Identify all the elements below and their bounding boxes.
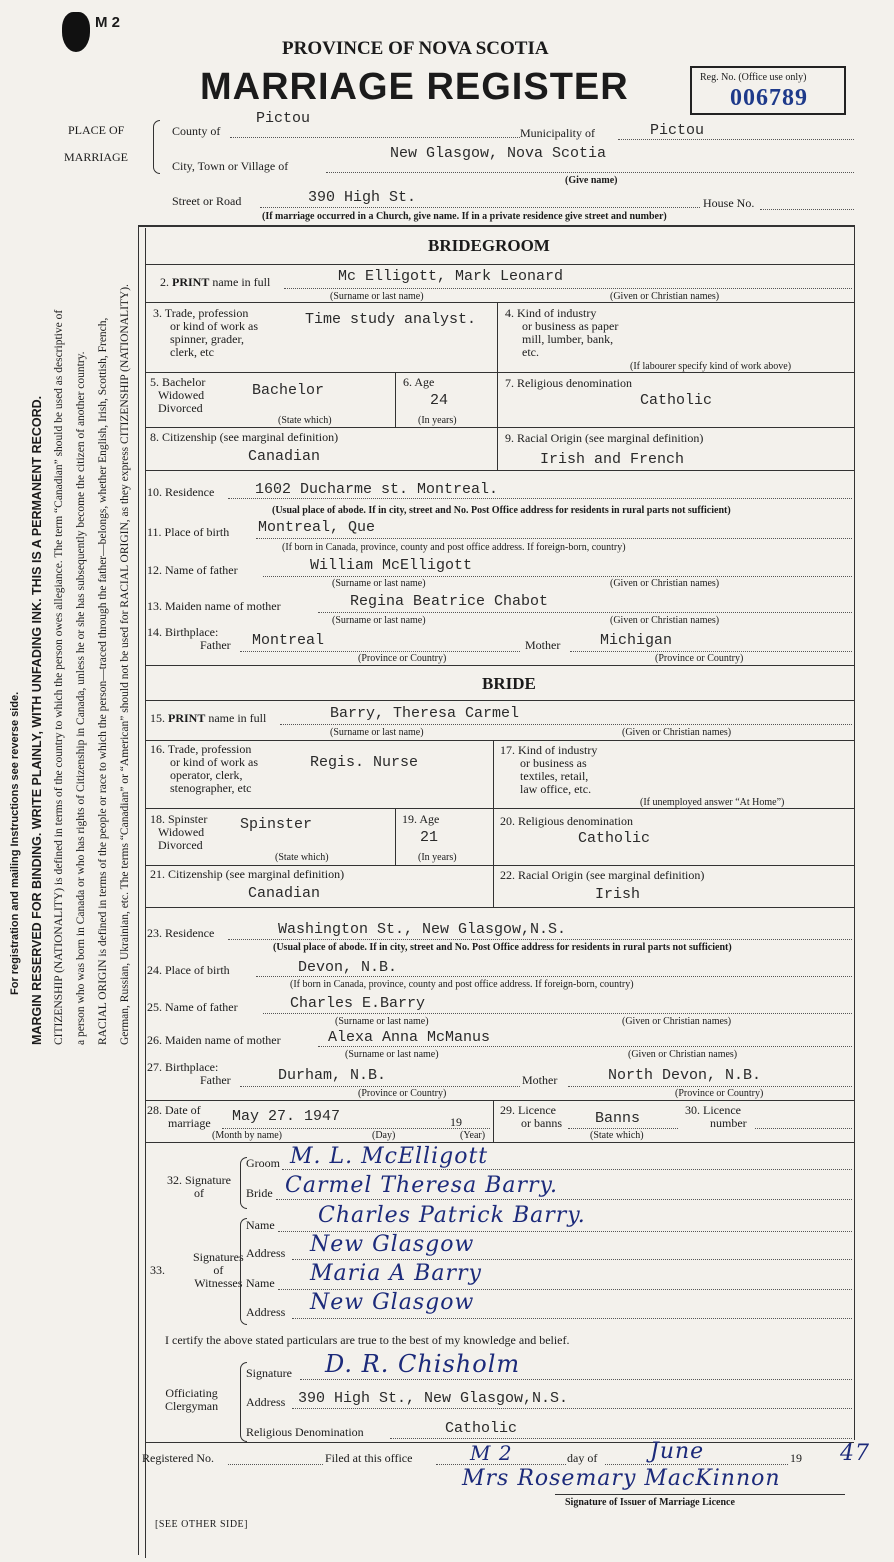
witnesses-number: 33. (150, 1263, 165, 1277)
note: (Day) (372, 1130, 396, 1141)
note: (Given or Christian names) (622, 727, 732, 738)
note: (Surname or last name) (345, 1049, 439, 1060)
bride-citizenship-value: Canadian (248, 885, 321, 902)
bride-age-value: 21 (420, 829, 439, 846)
groom-birthplace-parents-label: 14. Birthplace: (147, 625, 219, 639)
filed-day: M 2 (470, 1441, 513, 1465)
witness-1-address: New Glasgow (310, 1232, 475, 1257)
groom-mother-birthplace-label: Mother (525, 638, 561, 652)
bride-father-label: 25. Name of father (147, 1000, 238, 1014)
city-note: (Give name) (565, 175, 618, 186)
county-value: Pictou (256, 110, 311, 127)
county-label: County of (172, 124, 221, 138)
date-of-marriage-label: 28. Date of marriage (147, 1103, 211, 1130)
groom-father-birthplace-label: Father (200, 638, 231, 652)
clergy-denomination-label: Religious Denomination (246, 1425, 364, 1439)
place-label-2: MARRIAGE (64, 150, 129, 164)
bride-trade-label: 16. Trade, profession or kind of work as operator, clerk, stenographer, etc (150, 742, 258, 795)
note: (In years) (418, 852, 457, 863)
note: (In years) (418, 415, 457, 426)
bride-name-value: Barry, Theresa Carmel (330, 705, 520, 722)
issuer-signature: Mrs Rosemary MacKinnon (462, 1466, 781, 1491)
groom-citizenship-value: Canadian (248, 448, 321, 465)
groom-birthplace-label: 11. Place of birth (147, 525, 230, 539)
bride-status-label: 18. Spinster Widowed Divorced (150, 812, 208, 852)
witness-2-address: New Glasgow (310, 1290, 475, 1315)
groom-signature: M. L. McElligott (290, 1144, 489, 1169)
margin-line-5: RACIAL ORIGIN is defined in terms of the people or race to which the person—traced through the father—belongs, whether English, Irish, Scottish, French, (97, 317, 109, 1045)
section-bridegroom: BRIDEGROOM (428, 236, 550, 255)
margin-line-4: a person who was born in Canada or who has rights of Citizenship in Canada, unless he or she has subsequently become the citizen of another country. (75, 351, 87, 1045)
year-prefix: 19 (450, 1115, 462, 1129)
note: (Month by name) (212, 1130, 282, 1141)
bride-birthplace-value: Devon, N.B. (298, 959, 398, 976)
groom-name-label: 2. PRINT name in full (160, 275, 271, 289)
licence-or-banns-label: 29. Licence or banns (500, 1103, 562, 1130)
groom-trade-label: 3. Trade, profession or kind of work as spinner, grader, clerk, etc (153, 306, 258, 359)
groom-industry-label: 4. Kind of industry or business as paper mill, lumber, bank, etc. (505, 306, 619, 359)
clergy-denomination-value: Catholic (445, 1420, 518, 1437)
margin-instructions (4, 285, 136, 1045)
bride-age-label: 19. Age (402, 812, 440, 826)
groom-father-label: 12. Name of father (147, 563, 238, 577)
margin-line-2: MARGIN RESERVED FOR BINDING. WRITE PLAINLY, WITH UNFADING INK. THIS IS A PERMANENT RECORD. (30, 395, 44, 1045)
margin-line-6: German, Russian, Ukrainian, etc. The terms “Canadian” or “American” should not be used for RACIAL ORIGIN, as they express CITIZENSHIP (NATIONALITY). (119, 284, 131, 1045)
bride-mother-label: 26. Maiden name of mother (147, 1033, 281, 1047)
filed-year-prefix: 19 (790, 1451, 802, 1465)
reg-no-value: 006789 (730, 85, 808, 111)
groom-name-value: Mc Elligott, Mark Leonard (338, 268, 564, 285)
note: (If born in Canada, province, county and post office address. If foreign-born, country) (282, 542, 626, 553)
bride-father-birthplace-label: Father (200, 1073, 231, 1087)
bride-mother-value: Alexa Anna McManus (328, 1029, 491, 1046)
bride-mother-birthplace-label: Mother (522, 1073, 558, 1087)
form-code: M 2 (95, 14, 121, 31)
street-value: 390 High St. (308, 189, 417, 206)
groom-citizenship-label: 8. Citizenship (see marginal definition) (150, 430, 339, 444)
licence-number-label: 30. Licence number (685, 1103, 747, 1130)
groom-father-value: William McElligott (310, 557, 473, 574)
groom-trade-value: Time study analyst. (305, 311, 477, 328)
witness-2-signature: Maria A Barry (310, 1261, 482, 1286)
street-note: (If marriage occurred in a Church, give name. If in a private residence give street and number) (262, 211, 667, 222)
note: (If born in Canada, province, county and post office address. If foreign-born, country) (290, 979, 634, 990)
groom-religion-label: 7. Religious denomination (505, 376, 632, 390)
city-label: City, Town or Village of (172, 159, 289, 173)
signature-of-label: 32. Signature of (167, 1173, 231, 1200)
margin-border (138, 225, 139, 1555)
see-other-side-note: [SEE OTHER SIDE] (155, 1519, 248, 1530)
licence-or-banns-value: Banns (595, 1110, 641, 1127)
clergy-address-value: 390 High St., New Glasgow,N.S. (298, 1390, 569, 1407)
margin-line-1: For registration and mailing Instructions see reverse side. (9, 691, 21, 995)
note: (Province or Country) (675, 1088, 764, 1099)
place-brace (153, 120, 160, 174)
place-label: PLACE OF (68, 123, 125, 137)
witness-2-address-label: Address (246, 1305, 286, 1319)
bride-residence-label: 23. Residence (147, 926, 215, 940)
note: (Given or Christian names) (610, 578, 720, 589)
bride-mother-birthplace-value: North Devon, N.B. (608, 1067, 762, 1084)
bride-industry-label: 17. Kind of industry or business as textiles, retail, law office, etc. (500, 743, 598, 796)
groom-status-label: 5. Bachelor Widowed Divorced (150, 375, 206, 415)
bride-father-value: Charles E.Barry (290, 995, 426, 1012)
groom-age-value: 24 (430, 392, 449, 409)
bride-religion-value: Catholic (578, 830, 651, 847)
note: (State which) (590, 1130, 644, 1141)
bride-status-value: Spinster (240, 816, 313, 833)
day-of-label: day of (567, 1451, 598, 1465)
bride-signature-label: Bride (246, 1186, 273, 1200)
note: (Given or Christian names) (628, 1049, 738, 1060)
binding-hole-mark (62, 12, 90, 52)
bride-name-label: 15. PRINT name in full (150, 711, 267, 725)
note: (Surname or last name) (330, 291, 424, 302)
witness-2-name-label: Name (246, 1276, 275, 1290)
bride-birthplace-label: 24. Place of birth (147, 963, 230, 977)
note: (Surname or last name) (332, 615, 426, 626)
house-no-label: House No. (703, 196, 755, 210)
certification-statement: I certify the above stated particulars are true to the best of my knowledge and belief. (165, 1333, 570, 1347)
note: (Usual place of abode. If in city, street and No. Post Office address for residents in rural parts not sufficient) (273, 942, 732, 953)
note: (Province or Country) (358, 1088, 447, 1099)
note: (If unemployed answer “At Home”) (640, 797, 785, 808)
groom-mother-value: Regina Beatrice Chabot (350, 593, 549, 610)
filed-month: June (650, 1439, 705, 1464)
section-bride: BRIDE (482, 674, 536, 693)
note: (Year) (460, 1130, 486, 1141)
issuer-signature-label: Signature of Issuer of Marriage Licence (565, 1497, 735, 1508)
clergy-signature-label: Signature (246, 1366, 292, 1380)
groom-religion-value: Catholic (640, 392, 713, 409)
note: (If labourer specify kind of work above) (630, 361, 792, 372)
officiating-clergyman-label: Officiating Clergyman (165, 1386, 219, 1413)
page-title: MARRIAGE REGISTER (200, 66, 629, 108)
bride-religion-label: 20. Religious denomination (500, 814, 633, 828)
street-label: Street or Road (172, 194, 242, 208)
note: (Province or Country) (358, 653, 447, 664)
note: (Surname or last name) (332, 578, 426, 589)
bride-birthplace-parents-label: 27. Birthplace: (147, 1060, 219, 1074)
groom-residence-label: 10. Residence (147, 485, 215, 499)
note: (Given or Christian names) (622, 1016, 732, 1027)
witness-1-signature: Charles Patrick Barry. (318, 1203, 586, 1228)
clergy-signature: D. R. Chisholm (325, 1350, 521, 1378)
bride-citizenship-label: 21. Citizenship (see marginal definition) (150, 867, 345, 881)
note: (Province or Country) (655, 653, 744, 664)
reg-no-box (690, 66, 846, 115)
filed-year: 47 (840, 1441, 870, 1466)
groom-status-value: Bachelor (252, 382, 325, 399)
date-of-marriage-value: May 27. 1947 (232, 1108, 341, 1125)
margin-line-3: CITIZENSHIP (NATIONALITY) is defined in terms of the country to which the person owes allegiance. The term “Canadian” should be used as descriptive of (53, 309, 65, 1045)
municipality-label: Municipality of (520, 126, 595, 140)
groom-birthplace-value: Montreal, Que (258, 519, 376, 536)
groom-residence-value: 1602 Ducharme st. Montreal. (255, 481, 499, 498)
witnesses-label: Signatures of Witnesses (193, 1250, 244, 1290)
note: (Surname or last name) (335, 1016, 429, 1027)
bride-racial-origin-value: Irish (595, 886, 641, 903)
clergy-address-label: Address (246, 1395, 286, 1409)
witness-1-name-label: Name (246, 1218, 275, 1232)
note: (Given or Christian names) (610, 291, 720, 302)
note: (Given or Christian names) (610, 615, 720, 626)
reg-no-label: Reg. No. (Office use only) (700, 72, 807, 83)
bride-residence-value: Washington St., New Glasgow,N.S. (278, 921, 567, 938)
groom-mother-birthplace-value: Michigan (600, 632, 673, 649)
city-value: New Glasgow, Nova Scotia (390, 145, 607, 162)
registered-no-label: Registered No. (142, 1451, 214, 1465)
groom-father-birthplace-value: Montreal (252, 632, 325, 649)
note: (Surname or last name) (330, 727, 424, 738)
bride-trade-value: Regis. Nurse (310, 754, 419, 771)
note: (State which) (278, 415, 332, 426)
witness-1-address-label: Address (246, 1246, 286, 1260)
province-heading: PROVINCE OF NOVA SCOTIA (282, 38, 549, 59)
bride-signature: Carmel Theresa Barry. (285, 1173, 558, 1198)
bride-father-birthplace-value: Durham, N.B. (278, 1067, 387, 1084)
groom-mother-label: 13. Maiden name of mother (147, 599, 281, 613)
filed-label: Filed at this office (325, 1451, 413, 1465)
note: (State which) (275, 852, 329, 863)
note: (Usual place of abode. If in city, street and No. Post Office address for residents in rural parts not sufficient) (272, 505, 731, 516)
groom-age-label: 6. Age (403, 375, 435, 389)
groom-racial-origin-value: Irish and French (540, 451, 685, 468)
groom-racial-origin-label: 9. Racial Origin (see marginal definition) (505, 431, 704, 445)
groom-signature-label: Groom (246, 1156, 280, 1170)
municipality-value: Pictou (650, 122, 705, 139)
bride-racial-origin-label: 22. Racial Origin (see marginal definition) (500, 868, 705, 882)
